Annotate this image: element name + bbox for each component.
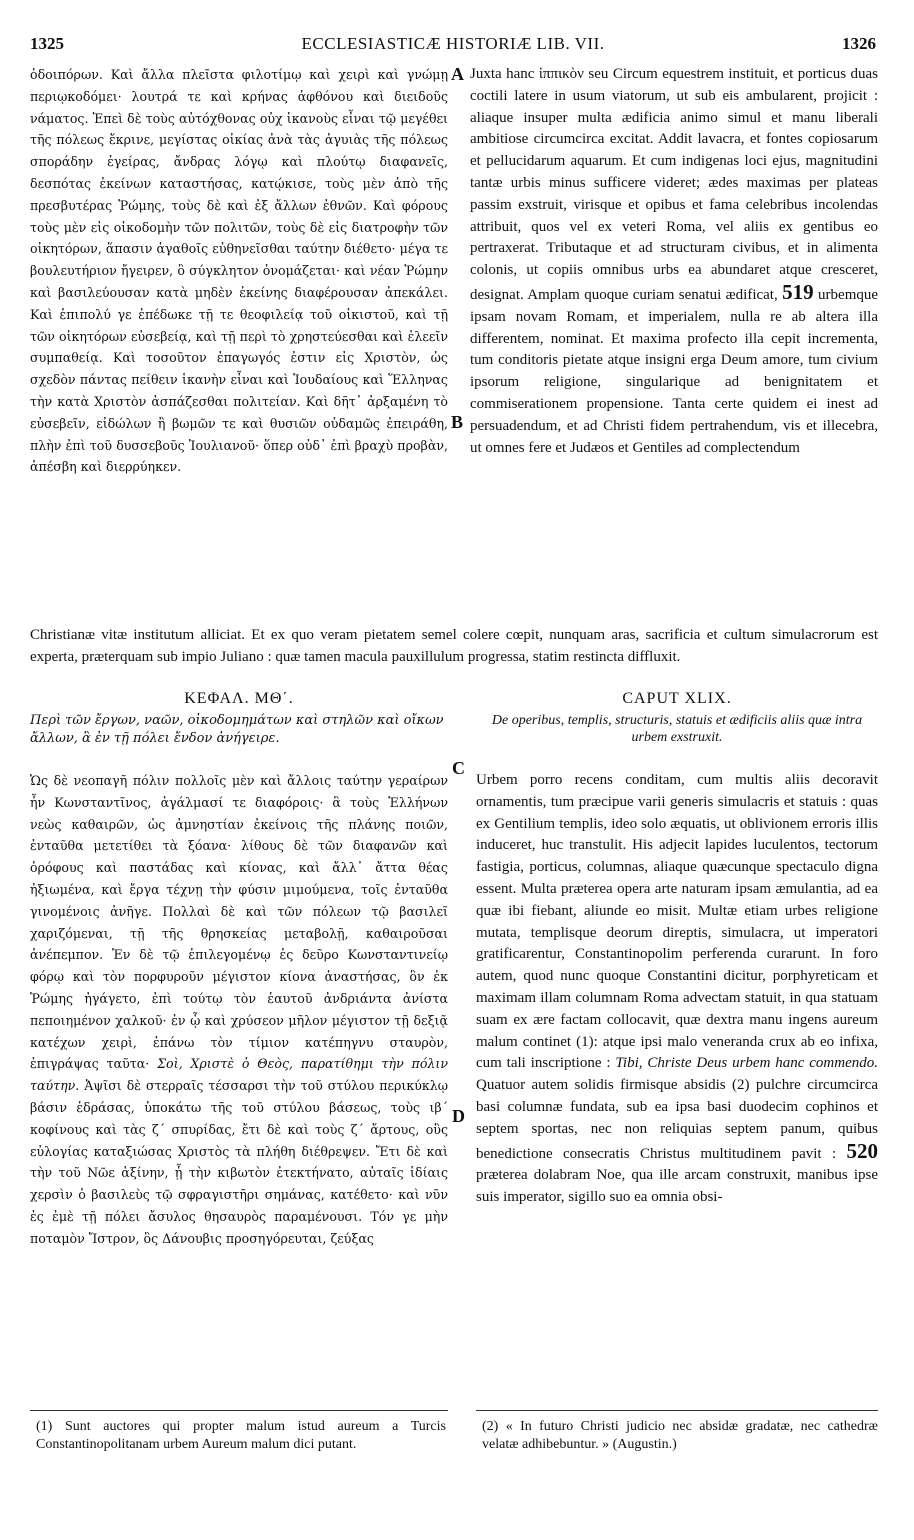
chapter-title-latin: CAPUT XLIX. [622, 690, 732, 707]
chapter-subtitle-greek: Περὶ τῶν ἔργων, ναῶν, οἰκοδομημάτων καὶ στηλῶν καὶ οἴκων ἄλλων, ἃ ἐν τῇ πόλει ἔνδον ἀνήγειρε. [30, 713, 444, 746]
footnote-rule-right [476, 1410, 878, 1411]
latin-text-bottom-a: Urbem porro recens conditam, cum multis aliis decoravit ornamentis, tum præcipue varii generis simulacris et statuis : quas ex Gentilium templis, ideo solo æquatis, ut oblivionem erroris illis induceret, huc transtulit. His adjecit lapides luculentos, tectorum fastigia, porticus, columnas, aliaque quæcunque spectaculo digna essent. Multa præterea opera arte naturam ipsam æmulantia, ad ea quæ ibi fiebant, aliunde eo misit. Multæ etiam urbes religione mutata, templisque deorum direptis, simulacra, ut imperatori gratificarentur, Constantinopolim perferenda curarunt. In foro autem, quod nunc quoque Constantini dicitur, porphyreticam et maximam illam columnam Roma advectam statuit, in qua statuam suam ex ære factam collocavit, quæ dextra manu ingens aureum malum continet (1): atque ipsi malo veneranda crux ab eo infixa, cum tali inscriptione : [476, 772, 878, 1072]
margin-letter-a: A [451, 64, 464, 84]
greek-text-bottom-a: Ὡς δὲ νεοπαγῆ πόλιν πολλοῖς μὲν καὶ ἄλλοις ταύτην γεραίρων ἦν Κωνσταντῖνος, ἀγάλμασί τε διαφόροις· ἃ τοὺς Ἑλλήνων νεὼς καθαιρῶν, ὡς ἀμνηστίαν ἐκείνοις τῆς πλάνης ποιῶν, ἐνταῦθα μετετίθει τὰ ξόανα· λίθους δὲ τῶν διαφανῶν καὶ ὀρόφους καὶ παστάδας καὶ κίονας, καὶ ἄλλ᾽ ἄττα θέας ἠξιωμένα, καὶ ἔργα τέχνῃ τὴν φύσιν μιμούμενα, τοῖς ἐνταῦθα γινομένοις ἀνῆγε. Πολλαὶ δὲ καὶ τῶν πόλεων τῷ βασιλεῖ χαριζόμεναι, τῇ τῆς θρησκείας μεταβολῇ, καθαιροῦσαι ἀνέπεμπον. Ἐν δὲ τῷ ἐπιλεγομένῳ ἐς δεῦρο Κωνσταντινείῳ φόρῳ καὶ τὸν πορφυροῦν μέγιστον κίονα ἀναστήσας, ὃν ἐκ Ῥώμης ἠγάγετο, ἐπὶ τούτῳ τὸν ἑαυτοῦ ἀνδριάντα ἀνίστα πεποιημένον χαλκοῦ· ἐν ᾧ καὶ χρύσεον μῆλον μέγιστον τῇ δεξιᾷ κατέχων χειρὶ, ἐπάνω τὸν τίμιον κατέπηγνυ σταυρὸν, ἐπιγράψας ταῦτα· [30, 773, 448, 1072]
chapter-heading-latin [476, 690, 878, 746]
margin-letter-b: B [451, 412, 464, 432]
chapter-title-greek: ΚΕΦΑΛ. ΜΘ΄. [184, 690, 294, 707]
page-number-left: 1325 [30, 34, 64, 53]
footnote-right: (2) « In futuro Christi judicio nec absidæ gradatæ, nec cathedræ velatæ adhibebuntur. » (Augustin.) [482, 1419, 878, 1452]
latin-text-bottom-c: præterea dolabram Noe, qua ille arcam construxit, manibus ipse suis imperator, sigillo suo ea omnia obsi- [476, 1167, 878, 1206]
greek-text-bottom [30, 770, 448, 1250]
chapter-subtitle-latin: De operibus, templis, structuris, statuis et ædificiis aliis quæ intra urbem exstruxit. [491, 713, 863, 745]
latin-paragraph-top [470, 64, 878, 459]
running-header [30, 34, 876, 60]
column-number-520: 520 [846, 1138, 878, 1163]
greek-inscription: Σοὶ, Χριστὲ ὁ Θεὸς, παρατίθημι τὴν πόλιν ταύτην. [30, 1056, 448, 1094]
latin-text-top-a: Juxta hanc ἱππικὸν seu Circum equestrem instituit, et porticus duas coctili latere in usum viatorum, ut sub eis ambularent, projicit : aliaque insuper multa ædificia animo simul et manu liberali ambitiose circumcirca excitat. Addit lavacra, et fontes copiosarum et pellucidarum aquarum. Et cum indigenas loci ejus, magnitudini tantæ urbis minus sufficere videret; ædes maximas per plateas passim exstruit, virisque et opibus et fama celebribus incolendas attribuit, quos vel ex veteri Roma, vel aliis ex gentibus eo pertraxerat. Tributaque et ad structuram civibus, et in alimenta colonis, ut copiis omnibus urbs ea abundaret atque cresceret, designat. Amplam quoque curiam senatui ædificat, [470, 66, 878, 303]
greek-text-bottom-b: Ἀψῖσι δὲ στερραῖς τέσσαρσι τὴν τοῦ στύλου περικύκλῳ βάσιν ἑδράσας, ὑποκάτω τῆς τοῦ στύλου βάσεως, τοὺς ιβ΄ κοφίνους καὶ τὰς ζ΄ σπυρίδας, ἔτι δὲ καὶ τοὺς ζ΄ ἄρτους, οὓς εὐλογίας καταξιώσας Χριστὸς τὰ πλήθη διέθρεψεν. Ἔτι δὲ καὶ τὴν τοῦ Νῶε ἀξίνην, ᾗ τὴν κιβωτὸν ἐτεκτήνατο, αὐταῖς ἰδίαις χερσὶν ὁ βασιλεὺς τῷ σφραγιστῆρι σημάνας, κατέθετο· καὶ νῦν ἐς ἐμὲ τῇ πόλει ἄσυλος θησαυρὸς παραμένουσι. Τόν γε μὴν ποταμὸν Ἴστρον, ὃς Δάνουβις προσηγόρευται, ζεύξας [30, 1078, 448, 1246]
latin-text-bottom-b: Quatuor autem solidis firmisque absidis (2) pulchre circumcirca basi columnæ fundata, sub ea ipsa basi duodecim cophinos et septem sportas, nec non reliquias septem panum, quibus benedictione consecratis Christus multitudinem pavit : [476, 1077, 878, 1162]
latin-text-bottom [476, 770, 878, 1209]
latin-text-top-b: urbemque ipsam novam Romam, et imperialem, nulla re ab altera illa differentem, nominat. Et maxima profecto illa cepit incrementa, tum conditoris pietate atque insigni erga Deum amore, tum civium ipsorum religione, singularique ad benignitatem et commiserationem propensione. Tanta certe quidem ei inest ad persuadendum, et ad Christi fidem pertrahendum, vis et illecebra, ut omnes fere et Judæos et Gentiles ad complectendum [470, 286, 879, 456]
page-number-right: 1326 [842, 34, 876, 53]
latin-text-top [470, 64, 878, 459]
footnote-rule-left [30, 1410, 448, 1411]
column-number-519: 519 [782, 279, 814, 304]
running-title: ECCLESIASTICÆ HISTORIÆ LIB. VII. [301, 34, 605, 53]
chapter-heading-greek [30, 690, 448, 748]
greek-paragraph-bottom [30, 770, 448, 1250]
greek-paragraph-top: ὁδοιπόρων. Καὶ ἄλλα πλεῖστα φιλοτίμῳ καὶ χειρὶ καὶ γνώμῃ περιῳκοδόμει· λουτρά τε καὶ κρήνας ἀφθόνου καὶ διειδοῦς νάματος. Ἐπεὶ δὲ τοὺς αὐτόχθονας οὐχ ἱκανοὺς εἶναι τῷ μεγέθει τῆς πόλεως ἔκρινε, μεγίστας οἰκίας ἀνὰ τὰς ἀγυιὰς τῆς πόλεως σποράδην ἐγείρας, ἄνδρας λόγῳ καὶ πλούτῳ διαφανεῖς, δεσπότας ἐκείνων καταστήσας, κατῴκισε, τοὺς μὲν ἀπὸ τῆς πρεσβυτέρας Ῥώμης, τοὺς δὲ καὶ ἐξ ἄλλων ἐθνῶν. Καὶ φόρους τοὺς μὲν εἰς οἰκοδομὴν τῶν πολιτῶν, τοὺς δὲ εἰς διατροφὴν τῶν οἰκητόρων, ἅπασιν ἀγαθοῖς εὐθηνεῖσθαι ταύτην διέθετο· μέγα τε βουλευτήριον ἤγειρεν, ὃ σύγκλητον ὀνομάζεται· καὶ νέαν Ῥώμην καὶ βασιλεύουσαν κατὰ μηδὲν ἐκείνης διαφέρουσαν ἀπεκάλει. Καὶ ἐπιπολύ γε ἐπέδωκε τῇ τε θεοφιλείᾳ τοῦ οἰκιστοῦ, καὶ τῇ τῶν οἰκητόρων εὐσεβείᾳ, καὶ τῇ περὶ τὸ χρηστεύεσθαι καὶ ἐλεεῖν συμπαθείᾳ. Καὶ τοσοῦτον ἐπαγωγός ἐστιν εἰς Χριστὸν, ὡς σχεδὸν πάντας πείθειν ἱκανὴν εἶναι καὶ Ἰουδαίους καὶ Ἕλληνας τὴν κατὰ Χριστὸν ἀσπάζεσθαι πολιτείαν. Καὶ δῆτ᾽ ἀρξαμένη τὸ εὐσεβεῖν, εἰδώλων ἢ βωμῶν τε καὶ θυσιῶν οὐδαμῶς ἐπειράθη, πλὴν ἐπὶ τοῦ δυσσεβοῦς Ἰουλιανοῦ· ὅπερ οὐδ᾽ ἐπὶ βραχὺ προβὰν, ἀπέσβη καὶ διερρύηκεν. [30, 67, 448, 475]
footnote-left: (1) Sunt auctores qui propter malum istud aureum a Turcis Constantinopolitanam urbem Aureum malum dici putant. [36, 1419, 446, 1452]
margin-letter-c: C [452, 758, 465, 778]
latin-full-width-paragraph: Christianæ vitæ institutum alliciat. Et ex quo veram pietatem semel colere cœpit, nunquam aras, sacrificia et cultum simulacrorum est experta, præterquam sub impio Juliano : quæ tamen macula pauxillulum progressa, statim restincta diffluxit. [30, 627, 878, 665]
greek-text-top [30, 64, 448, 478]
latin-inscription: Tibi, Christe Deus urbem hanc commendo. [615, 1055, 878, 1072]
margin-letter-d: D [452, 1106, 465, 1126]
latin-paragraph-bottom [476, 770, 878, 1209]
